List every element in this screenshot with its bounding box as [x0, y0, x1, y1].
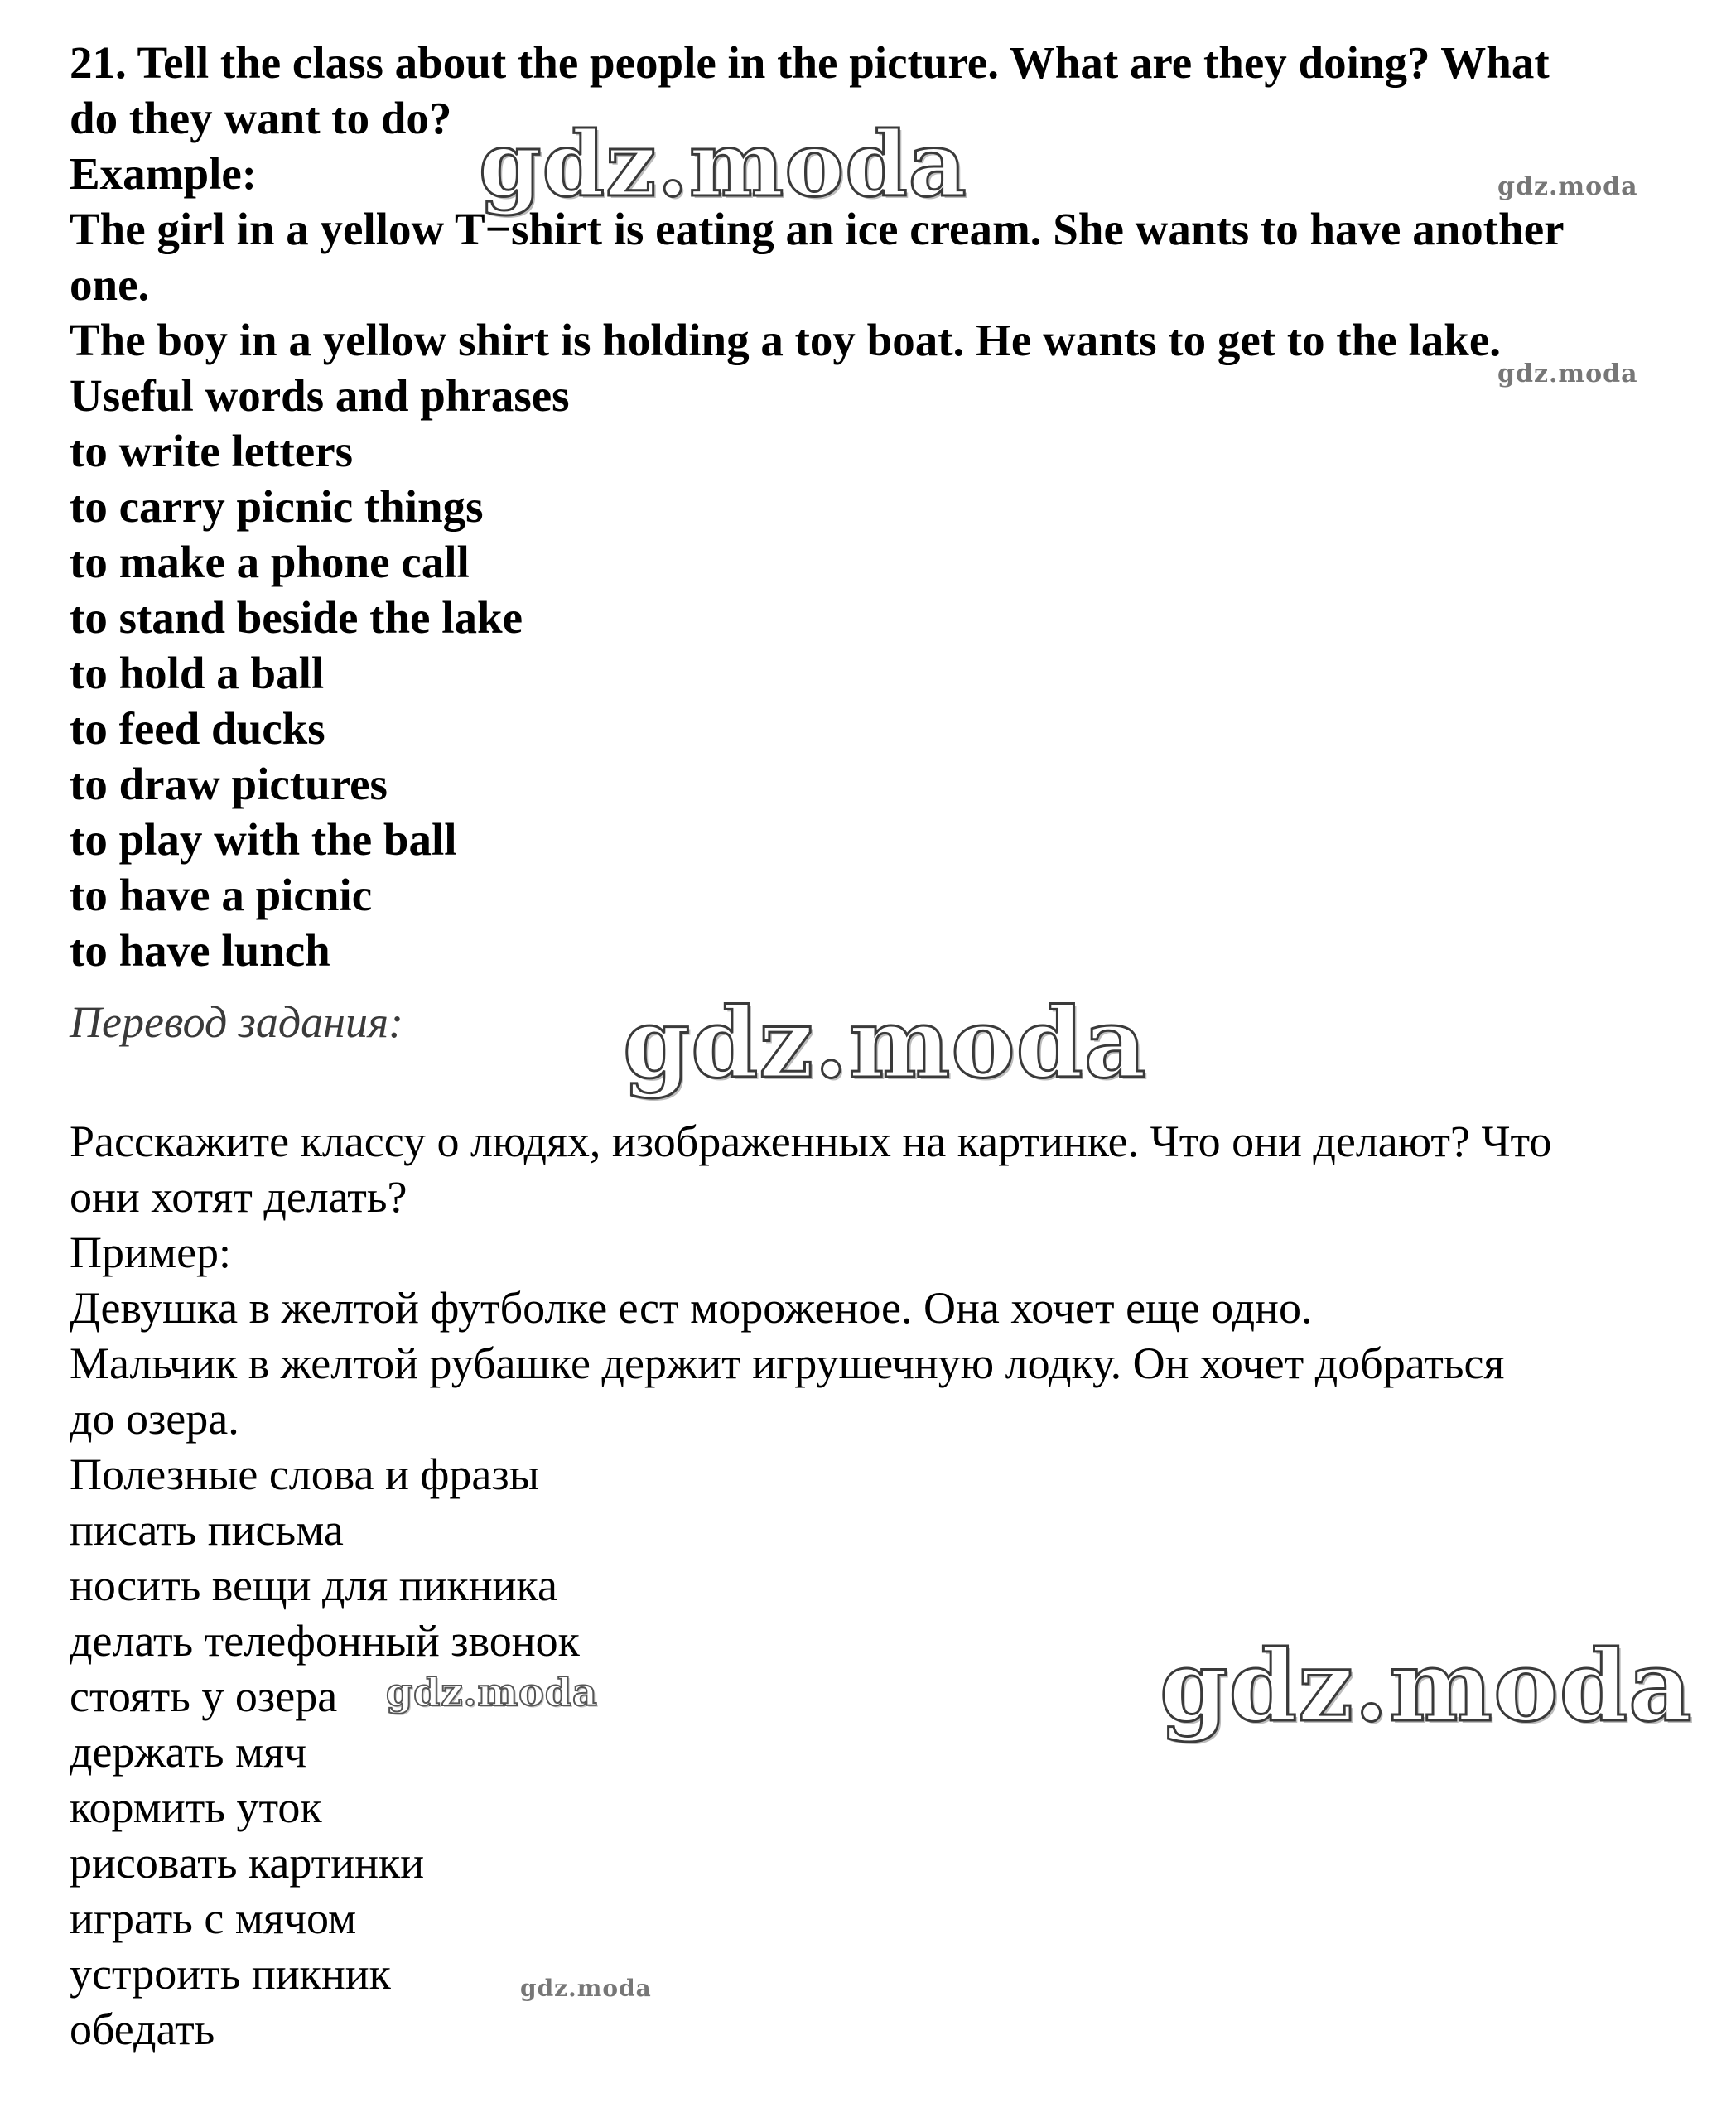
ru-example-label: Пример: [70, 1227, 232, 1277]
watermark-small: gdz.moda [520, 1975, 652, 2002]
task-title-cont: do they want to do? [70, 93, 452, 143]
example-label: Example: [70, 148, 258, 199]
ru-useful-heading: Полезные слова и фразы [70, 1449, 539, 1499]
watermark-small: gdz.moda [1497, 359, 1638, 388]
ru-phrase-item: носить вещи для пикника [70, 1560, 557, 1610]
phrase-item: to draw pictures [70, 759, 388, 809]
phrase-item: to feed ducks [70, 703, 326, 754]
example-1: The girl in a yellow T−shirt is eating an ice cream. She wants to have another [70, 204, 1565, 254]
translation-heading: Перевод задания: [70, 997, 404, 1047]
example-2: The boy in a yellow shirt is holding a toy boat. He wants to get to the lake. [70, 315, 1501, 365]
phrase-item: to write letters [70, 426, 354, 476]
ru-phrase-item: держать мяч [70, 1727, 307, 1777]
watermark-logo: gdz.moda [479, 113, 967, 217]
ru-phrase-item: стоять у озера [70, 1671, 338, 1721]
russian-section [70, 1114, 1693, 2057]
ru-phrase-item: устроить пикник [70, 1949, 391, 1999]
ru-phrase-item: обедать [70, 2004, 215, 2054]
phrase-item: to play with the ball [70, 814, 457, 865]
ru-example-1: Девушка в желтой футболке ест мороженое. Она хочет еще одно. [70, 1283, 1313, 1333]
phrase-item: to have lunch [70, 925, 330, 976]
ru-task-title: Расскажите классу о людях, изображенных на картинке. Что они делают? Что [70, 1116, 1552, 1166]
phrase-item: to have a picnic [70, 870, 373, 920]
phrase-item: to stand beside the lake [70, 592, 523, 643]
ru-phrase-item: играть с мячом [70, 1893, 357, 1943]
ru-example-2: Мальчик в желтой рубашке держит игрушечную лодку. Он хочет добраться [70, 1338, 1505, 1388]
ru-example-2-cont: до озера. [70, 1394, 239, 1444]
watermark-logo: gdz.moda [1160, 1628, 1693, 1743]
phrase-item: to make a phone call [70, 537, 470, 587]
ru-phrase-item: делать телефонный звонок [70, 1616, 580, 1666]
watermark-logo: gdz.moda [386, 1670, 598, 1714]
phrase-item: to hold a ball [70, 648, 325, 698]
ru-task-title-cont: они хотят делать? [70, 1172, 407, 1222]
watermark-small: gdz.moda [1497, 172, 1638, 201]
ru-phrase-item: писать письма [70, 1505, 344, 1555]
phrase-item: to carry picnic things [70, 481, 484, 532]
ru-phrase-item: кормить уток [70, 1782, 322, 1832]
task-title: 21. Tell the class about the people in the picture. What are they doing? What [70, 37, 1550, 88]
useful-heading: Useful words and phrases [70, 370, 570, 421]
ru-phrase-item: рисовать картинки [70, 1838, 425, 1888]
watermark-logo: gdz.moda [623, 987, 1147, 1100]
example-1-cont: one. [70, 259, 150, 310]
